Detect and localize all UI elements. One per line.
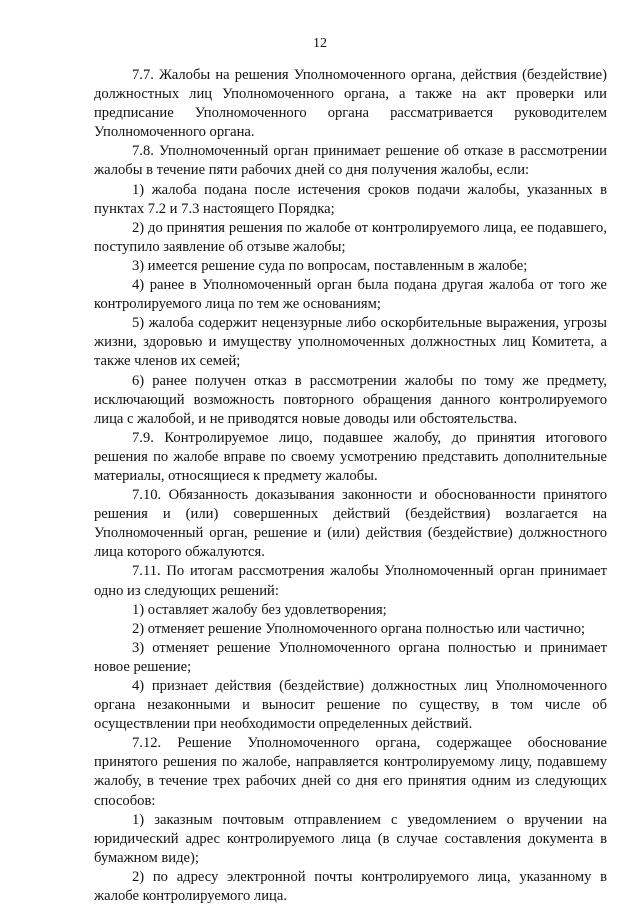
list-item-7-11-2: 2) отменяет решение Уполномоченного органа полностью или частично;: [132, 620, 586, 637]
list-item-7-8-1: 1) жалоба подана после истечения сроков подачи жалобы, указанных в пунктах 7.2 и 7.3 настоящего Порядка;: [94, 181, 607, 217]
paragraph-7-7: 7.7. Жалобы на решения Уполномоченного органа, действия (бездействие) должностных лиц Уполномоченного органа, а также на акт проверки или предписание Уполномоченного органа рассматривается руководителем Уполномоченного органа.: [94, 67, 607, 141]
paragraph-7-8: 7.8. Уполномоченный орган принимает решение об отказе в рассмотрении жалобы в течение пяти рабочих дней со дня получения жалобы, если:: [94, 143, 607, 179]
list-item-7-11-3: 3) отменяет решение Уполномоченного органа полностью и принимает новое решение;: [94, 639, 607, 675]
document-body: [94, 66, 607, 906]
paragraph-7-12: 7.12. Решение Уполномоченного органа, содержащее обоснование принятого решения по жалобе, направляется контролируемому лицу, подавшему жалобу, в течение трех рабочих дней со дня его принятия одним из следующих способов:: [94, 735, 607, 809]
list-item-7-8-5: 5) жалоба содержит нецензурные либо оскорбительные выражения, угрозы жизни, здоровью и имуществу уполномоченных должностных лиц Комитета, а также членов их семей;: [94, 315, 607, 370]
list-item-7-12-2: 2) по адресу электронной почты контролируемого лица, указанному в жалобе контролируемого лица.: [94, 868, 607, 905]
list-item-7-12-1: 1) заказным почтовым отправлением с уведомлением о вручении на юридический адрес контролируемого лица (в случае составления документа в бумажном виде);: [94, 811, 607, 866]
list-item-7-11-1: 1) оставляет жалобу без удовлетворения;: [132, 601, 387, 618]
list-item-7-8-3: 3) имеется решение суда по вопросам, поставленным в жалобе;: [132, 257, 528, 274]
paragraph-7-9: 7.9. Контролируемое лицо, подавшее жалобу, до принятия итогового решения по жалобе вправе по своему усмотрению представить дополнительные материалы, относящиеся к предмету жалобы.: [94, 429, 607, 484]
paragraph-7-11: 7.11. По итогам рассмотрения жалобы Уполномоченный орган принимает одно из следующих решений:: [94, 563, 607, 599]
list-item-7-8-2: 2) до принятия решения по жалобе от контролируемого лица, ее подавшего, поступило заявление об отзыве жалобы;: [94, 219, 607, 255]
paragraph-7-10: 7.10. Обязанность доказывания законности и обоснованности принятого решения и (или) совершенных действий (бездействия) возлагается на Уполномоченный орган, решение и (или) действия (бездействие) должностного лица которого обжалуются.: [94, 487, 607, 561]
list-item-7-8-4: 4) ранее в Уполномоченный орган была подана другая жалоба от того же контролируемого лица по тем же основаниям;: [94, 277, 607, 313]
page-number: 12: [313, 36, 327, 51]
list-item-7-11-4: 4) признает действия (бездействие) должностных лиц Уполномоченного органа незаконными и выносит решение по существу, в том числе об осуществлении при необходимости определенных действий.: [94, 678, 607, 733]
list-item-7-8-6: 6) ранее получен отказ в рассмотрении жалобы по тому же предмету, исключающий возможность повторного обращения данного контролируемого лица с жалобой, и не приводятся новые доводы или обстоятельства.: [94, 372, 607, 427]
